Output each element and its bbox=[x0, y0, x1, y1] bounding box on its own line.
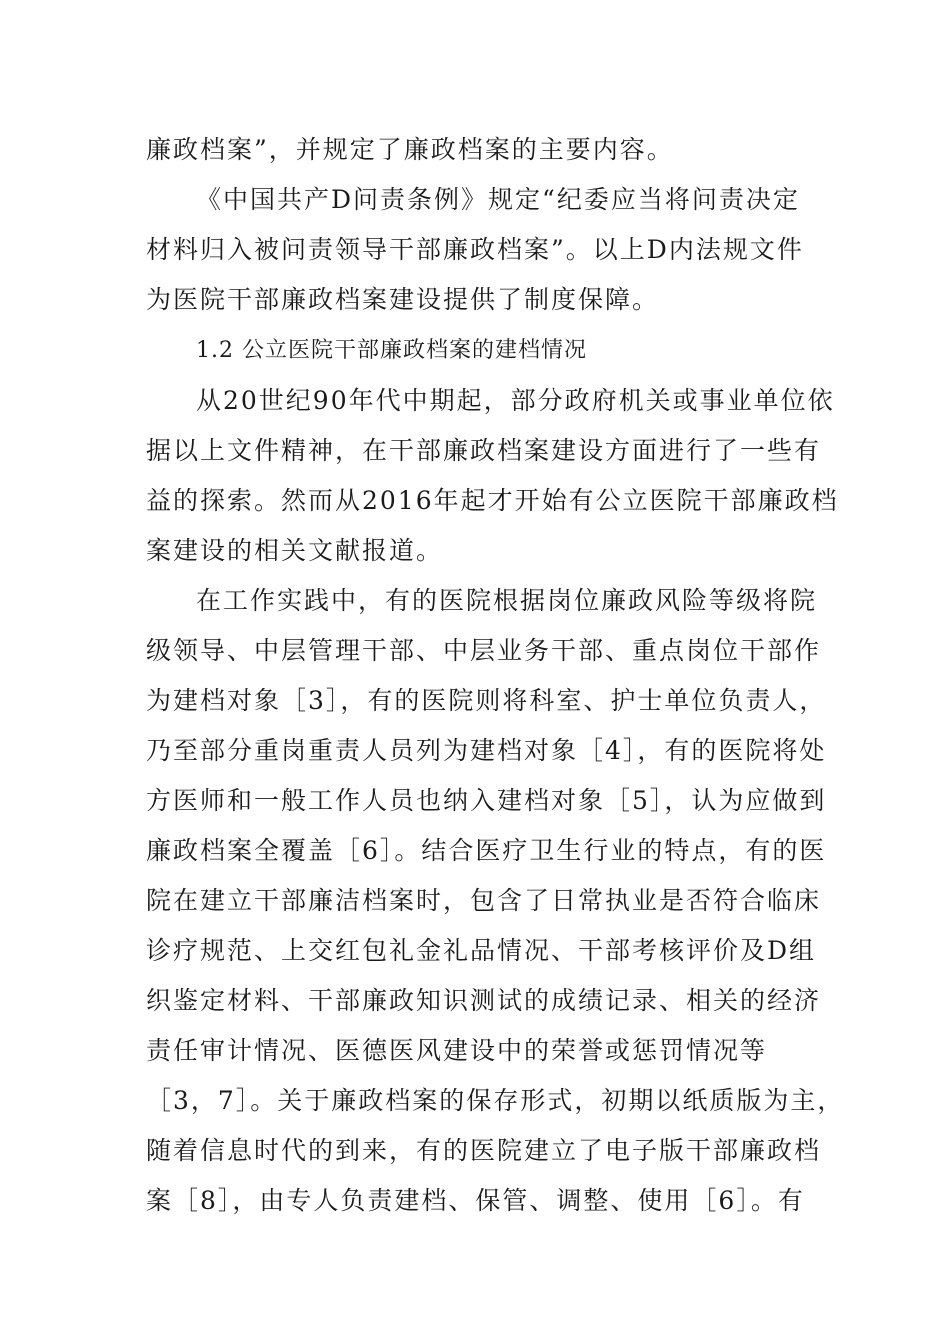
text-line: 诊疗规范、上交红包礼金礼品情况、干部考核评价及D组 bbox=[146, 936, 817, 965]
text-line: 案建设的相关文献报道。 bbox=[146, 536, 444, 565]
text-line: 为医院干部廉政档案建设提供了制度保障。 bbox=[146, 285, 660, 314]
text-line: 织鉴定材料、干部廉政知识测试的成绩记录、相关的经济 bbox=[146, 986, 822, 1015]
text-line: 材料归入被问责领导干部廉政档案”。以上D内法规文件 bbox=[146, 235, 804, 264]
text-line: 院在建立干部廉洁档案时，包含了日常执业是否符合临床 bbox=[146, 886, 822, 915]
text-line: 廉政档案全覆盖［6］。结合医疗卫生行业的特点，有的医 bbox=[146, 836, 827, 865]
text-line: 责任审计情况、医德医风建设中的荣誉或惩罚情况等 bbox=[146, 1036, 768, 1065]
text-line: 从20世纪90年代中期起，部分政府机关或事业单位依 bbox=[196, 386, 835, 415]
text-line: ［3，7］。关于廉政档案的保存形式，初期以纸质版为主， bbox=[146, 1086, 845, 1115]
text-line: 廉政档案”，并规定了廉政档案的主要内容。 bbox=[146, 135, 674, 164]
text-line: 乃至部分重岗重责人员列为建档对象［4］，有的医院将处 bbox=[146, 736, 827, 765]
text-line: 《中国共产D问责条例》规定“纪委应当将问责决定 bbox=[196, 185, 800, 214]
text-line: 随着信息时代的到来，有的医院建立了电子版干部廉政档 bbox=[146, 1136, 822, 1165]
text-line: 益的探索。然而从2016年起才开始有公立医院干部廉政档 bbox=[146, 486, 839, 515]
text-line: 案［8］，由专人负责建档、保管、调整、使用［6］。有 bbox=[146, 1186, 805, 1215]
text-line: 为建档对象［3］，有的医院则将科室、护士单位负责人， bbox=[146, 686, 827, 715]
text-line: 方医师和一般工作人员也纳入建档对象［5］，认为应做到 bbox=[146, 786, 827, 815]
text-line: 级领导、中层管理干部、中层业务干部、重点岗位干部作 bbox=[146, 636, 822, 665]
text-line: 在工作实践中，有的医院根据岗位廉政风险等级将院 bbox=[196, 586, 818, 615]
text-line: 据以上文件精神，在干部廉政档案建设方面进行了一些有 bbox=[146, 436, 822, 465]
section-heading: 1.2 公立医院干部廉政档案的建档情况 bbox=[196, 338, 587, 363]
